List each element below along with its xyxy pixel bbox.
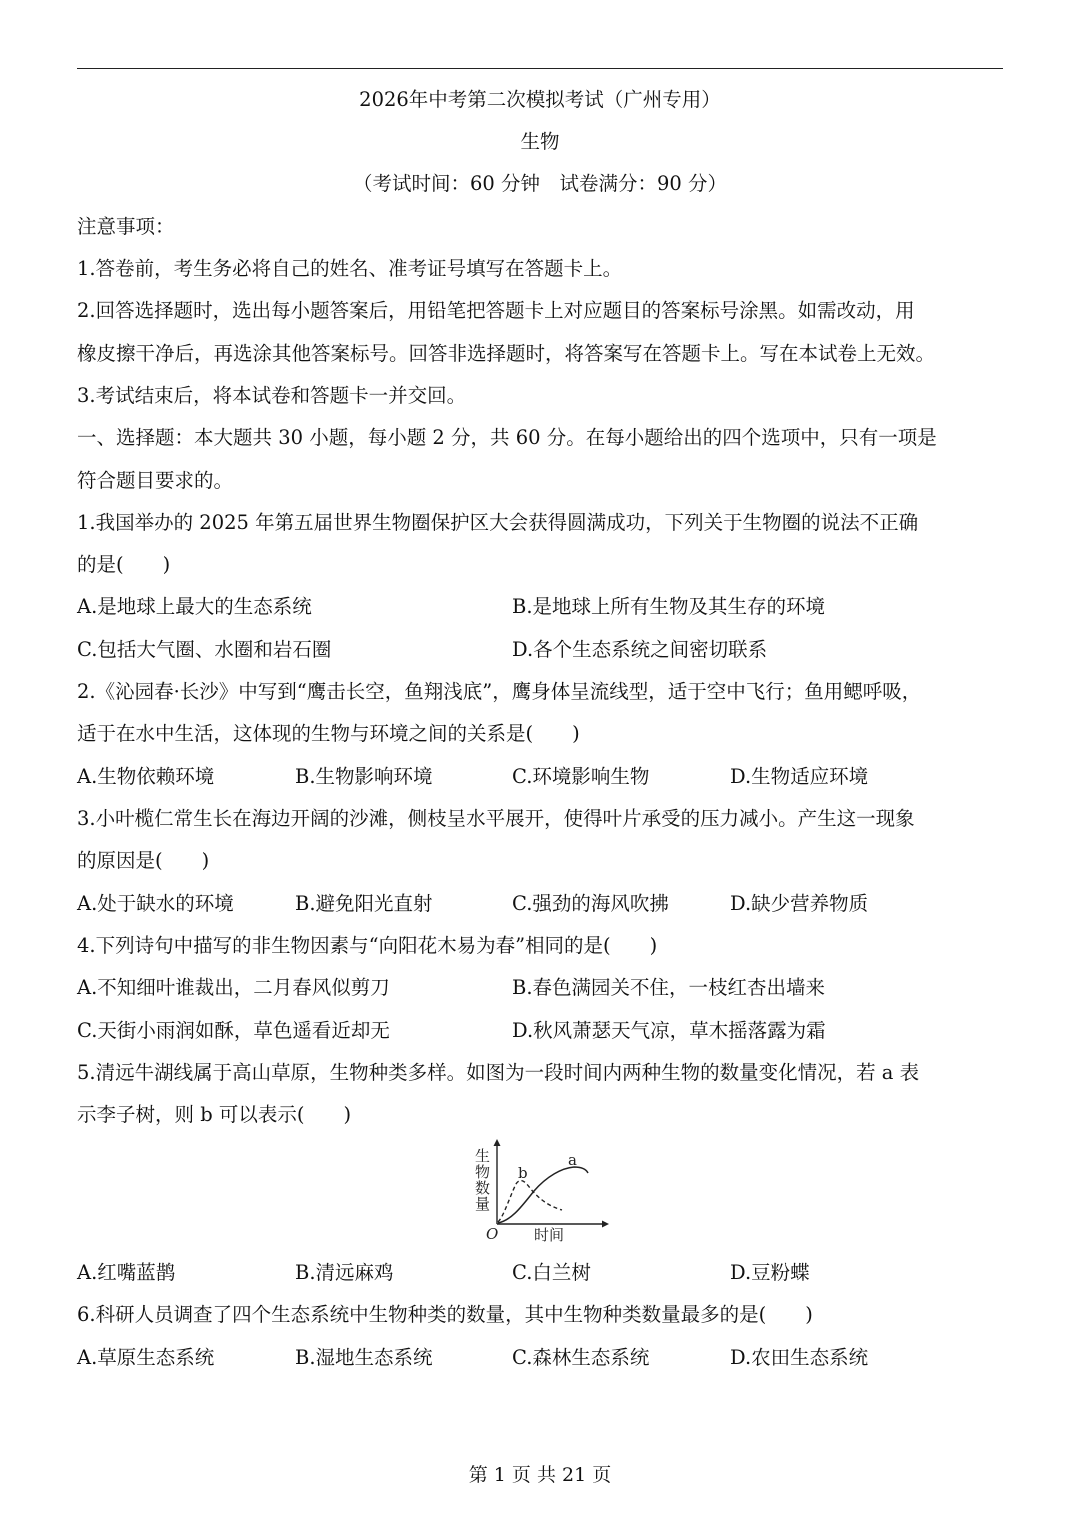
- notes-heading: 注意事项：: [77, 215, 175, 238]
- question-2-stem-line2: 适于在水中生活，这体现的生物与环境之间的关系是( ): [77, 722, 580, 745]
- question-4-option-b: B.春色满园关不住，一枝红杏出墙来: [512, 976, 826, 999]
- note-item-1: 1.答卷前，考生务必将自己的姓名、准考证号填写在答题卡上。: [77, 257, 623, 280]
- exam-title: 2026年中考第二次模拟考试（广州专用）: [359, 88, 721, 111]
- question-1-option-b: B.是地球上所有生物及其生存的环境: [512, 595, 826, 618]
- x-axis-arrow: [602, 1221, 609, 1228]
- section1-instructions-line1: 一、选择题：本大题共 30 小题，每小题 2 分，共 60 分。在每小题给出的四个选项中，只有一项是: [77, 426, 937, 449]
- question-1-option-a: A.是地球上最大的生态系统: [77, 595, 312, 618]
- section1-instructions-line2: 符合题目要求的。: [77, 469, 234, 492]
- exam-info: （考试时间：60 分钟 试卷满分：90 分）: [352, 172, 728, 195]
- question-4-option-a: A.不知细叶谁裁出，二月春风似剪刀: [77, 976, 390, 999]
- population-change-figure: [462, 1136, 612, 1246]
- figure-ylabel: 生物数量: [473, 1148, 491, 1212]
- page-number: 第 1 页 共 21 页: [468, 1464, 612, 1486]
- question-4-stem-line1: 4.下列诗句中描写的非生物因素与“向阳花木易为春”相同的是( ): [77, 934, 658, 957]
- question-4-option-d: D.秋风萧瑟天气凉，草木摇落露为霜: [512, 1019, 826, 1042]
- subject-title: 生物: [520, 130, 560, 153]
- question-2-option-c: C.环境影响生物: [512, 765, 650, 788]
- curve-b-label: b: [518, 1164, 528, 1182]
- note-item-3: 3.考试结束后，将本试卷和答题卡一并交回。: [77, 384, 467, 407]
- note-item-2-line2: 橡皮擦干净后，再选涂其他答案标号。回答非选择题时，将答案写在答题卡上。写在本试卷上无效。: [77, 342, 936, 365]
- curve-b: [498, 1181, 562, 1222]
- figure-origin: O: [486, 1225, 499, 1243]
- question-2-option-d: D.生物适应环境: [730, 765, 869, 788]
- question-5-option-b: B.清远麻鸡: [295, 1261, 394, 1284]
- question-1-option-c: C.包括大气圈、水圈和岩石圈: [77, 638, 332, 661]
- question-3-option-b: B.避免阳光直射: [295, 892, 433, 915]
- question-6-option-d: D.农田生态系统: [730, 1346, 869, 1369]
- header-rule: [77, 68, 1003, 69]
- question-4-option-c: C.天街小雨润如酥，草色遥看近却无: [77, 1019, 390, 1042]
- question-3-option-c: C.强劲的海风吹拂: [512, 892, 669, 915]
- question-5-stem-line2: 示李子树，则 b 可以表示( ): [77, 1103, 352, 1126]
- question-5-option-c: C.白兰树: [512, 1261, 591, 1284]
- question-5-option-d: D.豆粉蝶: [730, 1261, 810, 1284]
- question-2-stem-line1: 2.《沁园春·长沙》中写到“鹰击长空，鱼翔浅底”，鹰身体呈流线型，适于空中飞行；鱼用鳃呼吸，: [77, 680, 922, 703]
- question-6-option-a: A.草原生态系统: [77, 1346, 215, 1369]
- question-3-option-d: D.缺少营养物质: [730, 892, 869, 915]
- y-axis-arrow: [494, 1139, 501, 1146]
- question-3-stem-line2: 的原因是( ): [77, 849, 210, 872]
- question-5-option-a: A.红嘴蓝鹊: [77, 1261, 176, 1284]
- note-item-2-line1: 2.回答选择题时，选出每小题答案后，用铅笔把答题卡上对应题目的答案标号涂黑。如需改动，用: [77, 299, 915, 322]
- question-1-option-d: D.各个生态系统之间密切联系: [512, 638, 768, 661]
- question-1-stem-line2: 的是( ): [77, 553, 171, 576]
- question-2-option-a: A.生物依赖环境: [77, 765, 215, 788]
- question-6-option-b: B.湿地生态系统: [295, 1346, 433, 1369]
- question-5-stem-line1: 5.清远牛湖线属于高山草原，生物种类多样。如图为一段时间内两种生物的数量变化情况，若 a 表: [77, 1061, 920, 1084]
- question-6-option-c: C.森林生态系统: [512, 1346, 650, 1369]
- question-3-option-a: A.处于缺水的环境: [77, 892, 234, 915]
- question-2-option-b: B.生物影响环境: [295, 765, 433, 788]
- question-3-stem-line1: 3.小叶榄仁常生长在海边开阔的沙滩，侧枝呈水平展开，使得叶片承受的压力减小。产生这一现象: [77, 807, 915, 830]
- figure-xlabel: 时间: [534, 1226, 565, 1244]
- question-6-stem-line1: 6.科研人员调查了四个生态系统中生物种类的数量，其中生物种类数量最多的是( ): [77, 1303, 813, 1326]
- question-1-stem-line1: 1.我国举办的 2025 年第五届世界生物圈保护区大会获得圆满成功，下列关于生物圈的说法不正确: [77, 511, 919, 534]
- curve-a-label: a: [568, 1151, 577, 1169]
